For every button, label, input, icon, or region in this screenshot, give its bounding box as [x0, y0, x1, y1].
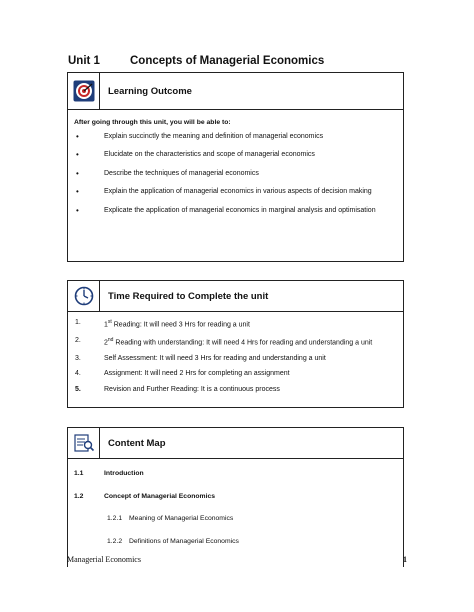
list-item: 4. Assignment: It will need 2 Hrs for completing an assignment	[75, 370, 290, 378]
time-required-header	[68, 281, 403, 312]
list-item: • Explain succinctly the meaning and definition of managerial economics	[76, 131, 324, 141]
time-required-icon-cell	[68, 281, 100, 311]
learning-outcome-list	[74, 132, 397, 216]
learning-outcome-header	[68, 73, 403, 110]
list-item: 2. 2nd Reading with understanding: It will need 4 Hrs for reading and understanding a unit	[75, 336, 373, 347]
page-number: 1	[403, 555, 407, 564]
time-required-box	[67, 280, 404, 408]
list-item: 3. Self Assessment: It will need 3 Hrs for reading and understanding a unit	[75, 354, 326, 362]
content-map-icon-cell	[68, 428, 100, 458]
document-search-icon	[73, 433, 95, 453]
unit-title: Concepts of Managerial Economics	[130, 55, 325, 67]
content-map-title: Content Map	[108, 437, 166, 449]
list-item: 1. 1st Reading: It will need 3 Hrs for reading a unit	[75, 319, 250, 329]
content-map-box	[67, 427, 404, 567]
list-item: • Explicate the application of managerial economics in marginal analysis and optimisation	[76, 205, 376, 215]
content-map-header	[68, 428, 403, 459]
content-map-row: 1.2 Concept of Managerial Economics	[74, 492, 216, 500]
target-icon	[73, 80, 95, 102]
unit-heading	[68, 55, 324, 67]
time-required-title: Time Required to Complete the unit	[108, 290, 269, 302]
unit-number: Unit 1	[68, 55, 100, 67]
learning-outcome-intro: After going through this unit, you will be able to:	[74, 119, 231, 126]
time-required-list	[74, 318, 397, 394]
content-map-row: 1.2.1 Meaning of Managerial Economics	[107, 515, 234, 522]
learning-outcome-icon-cell	[68, 73, 100, 109]
list-item: 5. Revision and Further Reading: It is a continuous process	[75, 385, 280, 393]
learning-outcome-title: Learning Outcome	[108, 85, 192, 97]
list-item: • Elucidate on the characteristics and scope of managerial economics	[76, 150, 315, 159]
learning-outcome-box	[67, 72, 404, 262]
clock-icon	[74, 286, 94, 306]
footer-title: Managerial Economics	[67, 555, 141, 564]
list-item: • Explain the application of managerial economics in various aspects of decision making	[76, 187, 372, 196]
content-map-row: 1.2.2 Definitions of Managerial Economics	[107, 537, 239, 545]
list-item: • Describe the techniques of managerial economics	[76, 168, 259, 178]
content-map-row: 1.1 Introduction	[74, 470, 144, 477]
page-footer	[67, 555, 407, 564]
